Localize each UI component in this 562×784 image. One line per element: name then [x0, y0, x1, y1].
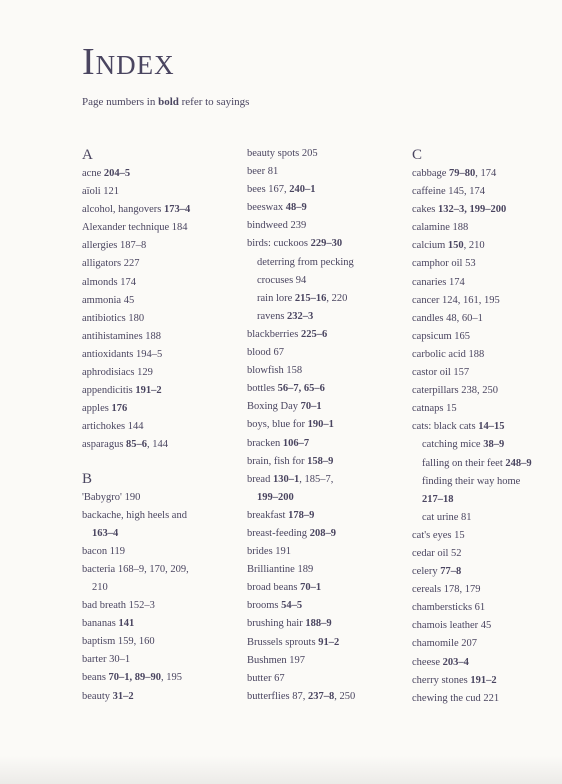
- entry-term: barter 30–1: [82, 654, 131, 666]
- entry-term: catnaps 15: [412, 403, 457, 415]
- index-entry: [412, 617, 562, 635]
- index-subentry: [247, 308, 397, 326]
- entry-term: aphrodisiacs 129: [82, 367, 153, 379]
- index-subentry: [412, 491, 562, 509]
- entry-bold-pages: 77–8: [440, 566, 462, 578]
- entry-term: Bushmen 197: [247, 654, 306, 666]
- entry-term: bees 167,: [247, 184, 290, 196]
- entry-term: Alexander technique 184: [82, 222, 188, 234]
- index-entry: [247, 326, 397, 344]
- entry-term: finding their way home: [422, 475, 521, 487]
- entry-bold-pages: 70–1, 89–90: [108, 672, 162, 684]
- entry-bold-pages: 188–9: [305, 618, 332, 630]
- index-entry: [82, 561, 232, 579]
- entry-term: chewing the cud 221: [412, 692, 500, 704]
- entry-term: blood 67: [247, 347, 285, 359]
- entry-term: calamine 188: [412, 222, 469, 234]
- entry-bold-pages: 225–6: [300, 328, 328, 340]
- index-entry: [82, 633, 232, 651]
- index-entry: [82, 615, 232, 633]
- index-entry: [247, 543, 397, 561]
- entry-pages: , 174: [475, 168, 497, 179]
- entry-bold-pages: 217–18: [422, 493, 454, 505]
- index-entry: [82, 183, 232, 201]
- entry-term: ravens: [257, 310, 288, 322]
- index-entry: [247, 145, 397, 163]
- entry-term: beauty: [82, 690, 113, 702]
- entry-term: breakfast: [247, 509, 289, 521]
- entry-term: 'Babygro' 190: [82, 491, 141, 503]
- subtitle-bold: bold: [158, 96, 179, 108]
- entry-term: calcium: [412, 240, 448, 252]
- index-entry: [247, 597, 397, 615]
- entry-term: baptism 159, 160: [82, 636, 155, 648]
- index-subentry: [82, 579, 232, 597]
- entry-term: cakes: [412, 204, 438, 216]
- entry-term: bottles: [247, 383, 278, 395]
- index-entry: [247, 453, 397, 471]
- entry-term: Boxing Day: [247, 401, 301, 413]
- index-entry: [412, 364, 562, 382]
- entry-bold-pages: 191–2: [470, 674, 497, 686]
- entry-term: blackberries: [247, 328, 301, 340]
- entry-term: bindweed 239: [247, 220, 307, 232]
- page-edge-shadow: [0, 756, 562, 784]
- index-entry: [82, 219, 232, 237]
- index-entry: [247, 652, 397, 670]
- entry-term: cedar oil 52: [412, 547, 462, 559]
- index-entry: [82, 669, 232, 687]
- index-entry: [412, 400, 562, 418]
- entry-term: antioxidants 194–5: [82, 348, 163, 360]
- index-entry: [247, 398, 397, 416]
- entry-term: cabbage: [412, 168, 450, 179]
- index-entry: [247, 380, 397, 398]
- entry-bold-pages: 130–1: [272, 473, 300, 485]
- entry-term: celery: [412, 566, 441, 578]
- index-letter-heading: C: [412, 147, 423, 163]
- section-spacer: [82, 455, 232, 469]
- index-subentry: [412, 509, 562, 527]
- index-entry: [82, 364, 232, 382]
- index-entry: [82, 688, 232, 706]
- index-entry: [247, 362, 397, 380]
- entry-bold-pages: 191–2: [135, 385, 162, 397]
- entry-term: Brussels sprouts: [247, 636, 319, 648]
- index-entry: [247, 217, 397, 235]
- index-entry: [82, 237, 232, 255]
- index-subentry: [247, 290, 397, 308]
- entry-bold-pages: 91–2: [318, 636, 340, 648]
- entry-bold-pages: 163–4: [92, 527, 119, 539]
- entry-bold-pages: 229–30: [310, 238, 343, 250]
- index-entry: [247, 579, 397, 597]
- entry-term: chamomile 207: [412, 638, 478, 650]
- entry-term: butter 67: [247, 672, 285, 684]
- index-entry: [82, 382, 232, 400]
- page-title: Index: [82, 41, 175, 83]
- entry-term: appendicitis: [82, 385, 136, 397]
- index-entry: [247, 181, 397, 199]
- entry-bold-pages: 70–1: [300, 582, 322, 594]
- entry-term: antibiotics 180: [82, 312, 145, 324]
- entry-term: falling on their feet: [422, 457, 506, 469]
- index-entry: [247, 199, 397, 217]
- entry-term: beauty spots 205: [247, 148, 318, 159]
- entry-term: brooms: [247, 600, 282, 612]
- index-subentry: [412, 455, 562, 473]
- entry-term: cancer 124, 161, 195: [412, 294, 500, 306]
- index-entry: [82, 400, 232, 418]
- entry-term: broad beans: [247, 582, 301, 594]
- entry-term: bracken: [247, 437, 283, 449]
- index-subentry: [247, 489, 397, 507]
- index-entry: [247, 688, 397, 706]
- entry-term: beeswax: [247, 202, 286, 214]
- entry-term: candles 48, 60–1: [412, 312, 483, 324]
- entry-term: caterpillars 238, 250: [412, 385, 499, 397]
- entry-bold-pages: 204–5: [103, 168, 131, 179]
- index-entry: [412, 382, 562, 400]
- entry-term: blowfish 158: [247, 365, 303, 377]
- entry-term: bad breath 152–3: [82, 600, 155, 612]
- entry-term: bread: [247, 473, 273, 485]
- index-entry: [82, 255, 232, 273]
- entry-term: brain, fish for: [247, 455, 308, 467]
- index-entry: [412, 635, 562, 653]
- entry-term: carbolic acid 188: [412, 348, 485, 360]
- index-entry: [412, 165, 562, 183]
- index-entry: [82, 651, 232, 669]
- entry-term: brushing hair: [247, 618, 306, 630]
- page-subtitle: [82, 96, 249, 108]
- index-entry: [82, 328, 232, 346]
- index-subentry: [247, 254, 397, 272]
- entry-term: allergies 187–8: [82, 240, 147, 252]
- entry-term: alligators 227: [82, 258, 140, 270]
- entry-term: ammonia 45: [82, 294, 135, 306]
- index-entry: [412, 292, 562, 310]
- index-entry: [412, 310, 562, 328]
- index-entry: [82, 507, 232, 525]
- index-entry: [412, 274, 562, 292]
- index-subentry: [412, 473, 562, 491]
- index-entry: [412, 219, 562, 237]
- entry-term: 210: [92, 581, 108, 593]
- index-entry: [412, 418, 562, 436]
- entry-bold-pages: 237–8: [307, 690, 335, 702]
- entry-term: cherry stones: [412, 674, 471, 686]
- index-entry: [247, 615, 397, 633]
- entry-bold-pages: 85–6: [126, 439, 148, 451]
- index-entry: [412, 599, 562, 617]
- index-entry: [412, 201, 562, 219]
- entry-term: butterflies 87,: [247, 690, 308, 702]
- index-entry: [247, 525, 397, 543]
- entry-term: acne: [82, 168, 104, 179]
- entry-term: canaries 174: [412, 276, 465, 288]
- entry-term: beans: [82, 672, 109, 684]
- index-column-3: [412, 145, 562, 708]
- index-entry: [82, 310, 232, 328]
- entry-bold-pages: 132–3, 199–200: [437, 204, 507, 216]
- index-entry: [247, 344, 397, 362]
- entry-term: bananas: [82, 618, 119, 630]
- entry-bold-pages: 48–9: [285, 202, 307, 214]
- subtitle-text: Page numbers in: [82, 96, 159, 108]
- index-entry: [412, 328, 562, 346]
- entry-bold-pages: 199–200: [257, 491, 294, 503]
- index-entry: [82, 543, 232, 561]
- entry-pages: , 144: [147, 439, 169, 451]
- index-entry: [412, 527, 562, 545]
- entry-bold-pages: 70–1: [300, 401, 322, 413]
- index-subentry: [247, 272, 397, 290]
- entry-bold-pages: 150: [447, 240, 464, 252]
- entry-term: capsicum 165: [412, 330, 471, 342]
- entry-bold-pages: 14–15: [478, 421, 505, 433]
- entry-term: chambersticks 61: [412, 602, 486, 614]
- index-entry: [247, 670, 397, 688]
- entry-bold-pages: 190–1: [307, 419, 334, 431]
- index-subentry: [412, 436, 562, 454]
- entry-bold-pages: 56–7, 65–6: [277, 383, 325, 395]
- index-entry: [82, 165, 232, 183]
- index-entry: [412, 255, 562, 273]
- entry-term: asparagus: [82, 439, 127, 451]
- index-subentry: [82, 525, 232, 543]
- entry-term: deterring from pecking: [257, 256, 354, 268]
- index-entry: [412, 237, 562, 255]
- entry-bold-pages: 38–9: [483, 439, 505, 451]
- entry-bold-pages: 31–2: [112, 690, 134, 702]
- index-column-1: [82, 145, 232, 706]
- index-entry: [412, 672, 562, 690]
- entry-pages: , 185–7,: [299, 473, 334, 485]
- entry-term: beer 81: [247, 166, 279, 178]
- entry-bold-pages: 54–5: [281, 600, 303, 612]
- index-entry: [82, 418, 232, 436]
- index-entry: [82, 292, 232, 310]
- entry-term: alcohol, hangovers: [82, 204, 164, 216]
- index-entry: [247, 163, 397, 181]
- index-entry: [247, 561, 397, 579]
- entry-term: crocuses 94: [257, 274, 307, 286]
- entry-bold-pages: 141: [118, 618, 135, 630]
- index-entry: [412, 563, 562, 581]
- entry-term: cheese: [412, 656, 443, 668]
- entry-bold-pages: 173–4: [163, 204, 191, 216]
- entry-term: Brilliantine 189: [247, 564, 314, 576]
- index-entry: [82, 597, 232, 615]
- entry-bold-pages: 208–9: [309, 527, 336, 539]
- index-entry: [82, 489, 232, 507]
- entry-term: apples: [82, 403, 112, 415]
- entry-term: castor oil 157: [412, 367, 470, 379]
- index-entry: [82, 201, 232, 219]
- index-entry: [82, 436, 232, 454]
- index-entry: [412, 581, 562, 599]
- index-entry: [412, 183, 562, 201]
- entry-term: cereals 178, 179: [412, 584, 481, 596]
- index-entry: [247, 435, 397, 453]
- index-letter-heading: A: [82, 147, 93, 163]
- entry-term: brides 191: [247, 546, 292, 558]
- entry-term: birds: cuckoos: [247, 238, 311, 250]
- entry-term: rain lore: [257, 292, 295, 304]
- index-entry: [247, 471, 397, 489]
- subtitle-text-end: refer to sayings: [178, 96, 250, 108]
- entry-term: cats: black cats: [412, 421, 479, 433]
- entry-term: catching mice: [422, 439, 484, 451]
- index-entry: [82, 346, 232, 364]
- entry-term: camphor oil 53: [412, 258, 476, 270]
- entry-term: cat's eyes 15: [412, 529, 465, 541]
- index-column-2: [247, 145, 397, 706]
- index-letter-heading: B: [82, 470, 93, 487]
- entry-term: breast-feeding: [247, 527, 310, 539]
- entry-pages: , 210: [463, 240, 485, 252]
- entry-term: aïoli 121: [82, 186, 120, 198]
- entry-bold-pages: 248–9: [505, 457, 532, 469]
- entry-bold-pages: 176: [111, 403, 128, 415]
- entry-term: almonds 174: [82, 276, 136, 288]
- entry-bold-pages: 106–7: [282, 437, 310, 449]
- index-entry: [412, 690, 562, 708]
- entry-bold-pages: 215–16: [294, 292, 327, 304]
- entry-bold-pages: 79–80: [449, 168, 476, 179]
- entry-pages: , 195: [161, 672, 183, 684]
- entry-bold-pages: 240–1: [289, 184, 316, 196]
- entry-term: bacon 119: [82, 545, 126, 557]
- index-entry: [412, 654, 562, 672]
- entry-bold-pages: 158–9: [307, 455, 334, 467]
- entry-term: caffeine 145, 174: [412, 186, 485, 198]
- entry-bold-pages: 232–3: [287, 310, 314, 322]
- entry-pages: , 250: [334, 690, 356, 702]
- index-entry: [247, 416, 397, 434]
- entry-term: bacteria 168–9, 170, 209,: [82, 563, 189, 575]
- index-entry: [412, 346, 562, 364]
- entry-bold-pages: 203–4: [442, 656, 469, 668]
- entry-term: boys, blue for: [247, 419, 308, 431]
- entry-term: backache, high heels and: [82, 509, 187, 521]
- index-entry: [412, 545, 562, 563]
- entry-term: cat urine 81: [422, 511, 472, 523]
- index-entry: [247, 235, 397, 253]
- index-entry: [82, 274, 232, 292]
- index-entry: [247, 507, 397, 525]
- entry-term: artichokes 144: [82, 421, 144, 433]
- entry-term: antihistamines 188: [82, 330, 162, 342]
- entry-bold-pages: 178–9: [288, 509, 315, 521]
- entry-pages: , 220: [326, 292, 348, 304]
- index-entry: [247, 634, 397, 652]
- entry-term: chamois leather 45: [412, 620, 492, 632]
